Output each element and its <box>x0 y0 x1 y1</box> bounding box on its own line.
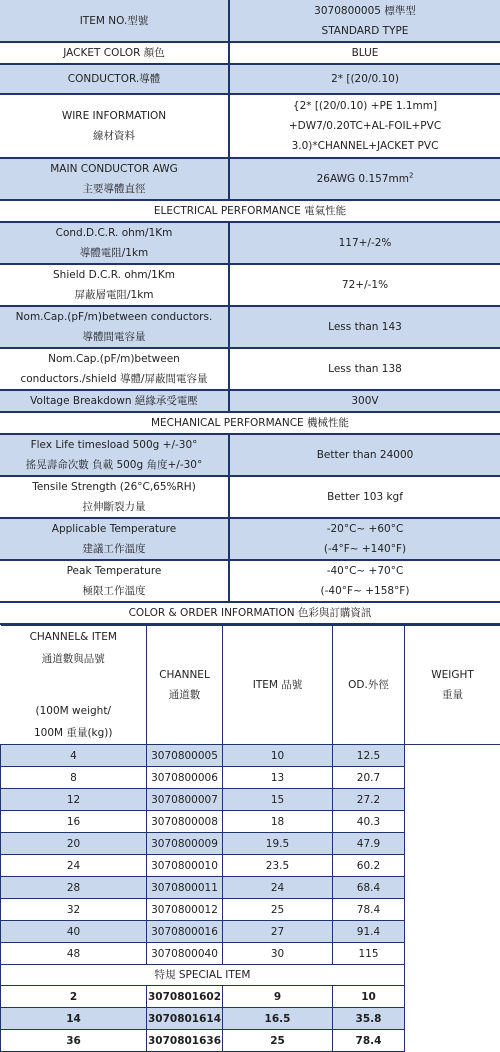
cell-channel: 40 <box>1 921 147 943</box>
cell-item: 3070800012 <box>147 899 223 921</box>
cell-weight: 12.5 <box>333 745 405 767</box>
wire-info-value: {2* [(20/0.10) +PE 1.1mm] +DW7/0.20TC+AL-FOIL+PVC 3.0)*CHANNEL+JACKET PVC <box>229 94 500 158</box>
cell-channel: 36 <box>1 1030 147 1052</box>
cell-od: 30 <box>223 943 333 965</box>
cell-item: 3070801602 <box>147 986 223 1008</box>
nom-cap-conductors-label: Nom.Cap.(pF/m)between conductors. 導體間電容量 <box>0 306 229 348</box>
table-row <box>1 811 500 833</box>
cond-dcr-value: 117+/-2% <box>229 222 500 264</box>
table-row <box>1 877 500 899</box>
cell-weight: 115 <box>333 943 405 965</box>
cell-channel: 12 <box>1 789 147 811</box>
nom-cap-conductors-value: Less than 143 <box>229 306 500 348</box>
peak-temp-label: Peak Temperature 極限工作溫度 <box>0 560 229 602</box>
shield-dcr-label: Shield D.C.R. ohm/1Km 屏蔽層電阻/1km <box>0 264 229 306</box>
cell-item: 3070800006 <box>147 767 223 789</box>
peak-temp-value: -40°C~ +70°C (-40°F~ +158°F) <box>229 560 500 602</box>
cell-od: 15 <box>223 789 333 811</box>
cell-od: 25 <box>223 899 333 921</box>
cell-weight: 78.4 <box>333 1030 405 1052</box>
cell-weight: 78.4 <box>333 899 405 921</box>
cell-od: 9 <box>223 986 333 1008</box>
nom-cap-shield-value: Less than 138 <box>229 348 500 390</box>
order-table <box>0 625 500 1052</box>
cell-od: 24 <box>223 877 333 899</box>
table-row <box>1 921 500 943</box>
flex-life-value: Better than 24000 <box>229 434 500 476</box>
conductor-label: CONDUCTOR.導體 <box>0 64 229 94</box>
cell-channel: 4 <box>1 745 147 767</box>
header-weight: WEIGHT 重量 <box>405 626 500 745</box>
applicable-temp-label: Applicable Temperature 建議工作溫度 <box>0 518 229 560</box>
header-item: ITEM 品號 <box>223 626 333 745</box>
shield-dcr-value: 72+/-1% <box>229 264 500 306</box>
cell-channel: 16 <box>1 811 147 833</box>
cell-channel: 32 <box>1 899 147 921</box>
header-channel: CHANNEL 通道數 <box>147 626 223 745</box>
table-row <box>1 943 500 965</box>
cell-od: 25 <box>223 1030 333 1052</box>
nom-cap-shield-label: Nom.Cap.(pF/m)between conductors./shield 導體/屏蔽間電容量 <box>0 348 229 390</box>
header-od: OD.外徑 <box>333 626 405 745</box>
table-row <box>1 767 500 789</box>
cell-item: 3070801614 <box>147 1008 223 1030</box>
item-no-value: 3070800005 標準型 STANDARD TYPE <box>229 0 500 42</box>
cell-weight: 10 <box>333 986 405 1008</box>
applicable-temp-value: -20°C~ +60°C (-4°F~ +140°F) <box>229 518 500 560</box>
cond-dcr-label: Cond.D.C.R. ohm/1Km 導體電阻/1km <box>0 222 229 264</box>
cell-channel: 14 <box>1 1008 147 1030</box>
cell-item: 3070800005 <box>147 745 223 767</box>
cell-od: 10 <box>223 745 333 767</box>
voltage-label: Voltage Breakdown 絕緣承受電壓 <box>0 390 229 412</box>
tensile-value: Better 103 kgf <box>229 476 500 518</box>
cell-weight: 60.2 <box>333 855 405 877</box>
cell-item: 3070800007 <box>147 789 223 811</box>
cell-channel: 28 <box>1 877 147 899</box>
item-no-label: ITEM NO.型號 <box>0 0 229 42</box>
cell-channel: 24 <box>1 855 147 877</box>
table-row <box>1 833 500 855</box>
table-row <box>1 745 500 767</box>
cell-item: 3070800009 <box>147 833 223 855</box>
cell-item: 3070800008 <box>147 811 223 833</box>
flex-life-label: Flex Life timesload 500g +/-30° 搖晃壽命次數 負載 500g 角度+/-30° <box>0 434 229 476</box>
table-row <box>1 789 500 811</box>
jacket-color-value: BLUE <box>229 42 500 64</box>
cell-item: 3070800011 <box>147 877 223 899</box>
cell-od: 16.5 <box>223 1008 333 1030</box>
cell-item: 3070800010 <box>147 855 223 877</box>
cell-item: 3070800016 <box>147 921 223 943</box>
table-row <box>1 1030 500 1052</box>
cell-item: 3070801636 <box>147 1030 223 1052</box>
cell-weight: 27.2 <box>333 789 405 811</box>
cell-channel: 20 <box>1 833 147 855</box>
cell-od: 23.5 <box>223 855 333 877</box>
table-row <box>1 986 500 1008</box>
cell-od: 18 <box>223 811 333 833</box>
cell-weight: 35.8 <box>333 1008 405 1030</box>
main-awg-value: 26AWG $0.157mm^2$ <box>229 158 500 200</box>
table-row <box>1 855 500 877</box>
cell-od: 19.5 <box>223 833 333 855</box>
cell-weight: 20.7 <box>333 767 405 789</box>
cell-od: 27 <box>223 921 333 943</box>
jacket-color-label: JACKET COLOR 顏色 <box>0 42 229 64</box>
cell-weight: 40.3 <box>333 811 405 833</box>
mechanical-section-title: MECHANICAL PERFORMANCE 機械性能 <box>0 412 500 434</box>
cell-weight: 91.4 <box>333 921 405 943</box>
cell-weight: 47.9 <box>333 833 405 855</box>
wire-info-label: WIRE INFORMATION 線材資料 <box>0 94 229 158</box>
tensile-label: Tensile Strength (26°C,65%RH) 拉伸斷裂力量 <box>0 476 229 518</box>
cell-channel: 2 <box>1 986 147 1008</box>
table-row <box>1 899 500 921</box>
cell-channel: 48 <box>1 943 147 965</box>
table-row <box>1 1008 500 1030</box>
main-awg-label: MAIN CONDUCTOR AWG 主要導體直徑 <box>0 158 229 200</box>
cell-od: 13 <box>223 767 333 789</box>
conductor-value: 2* [(20/0.10) <box>229 64 500 94</box>
cell-item: 3070800040 <box>147 943 223 965</box>
voltage-value: 300V <box>229 390 500 412</box>
order-section-title: COLOR & ORDER INFORMATION 色彩與訂購資訊 <box>0 602 500 624</box>
cell-channel: 8 <box>1 767 147 789</box>
electrical-section-title: ELECTRICAL PERFORMANCE 電氣性能 <box>0 200 500 222</box>
special-item-title: 特規 SPECIAL ITEM <box>1 965 405 986</box>
cell-weight: 68.4 <box>333 877 405 899</box>
order-left-label: CHANNEL& ITEM 通道數與品號 (100M weight/ 100M 重量(kg)) <box>1 626 147 745</box>
